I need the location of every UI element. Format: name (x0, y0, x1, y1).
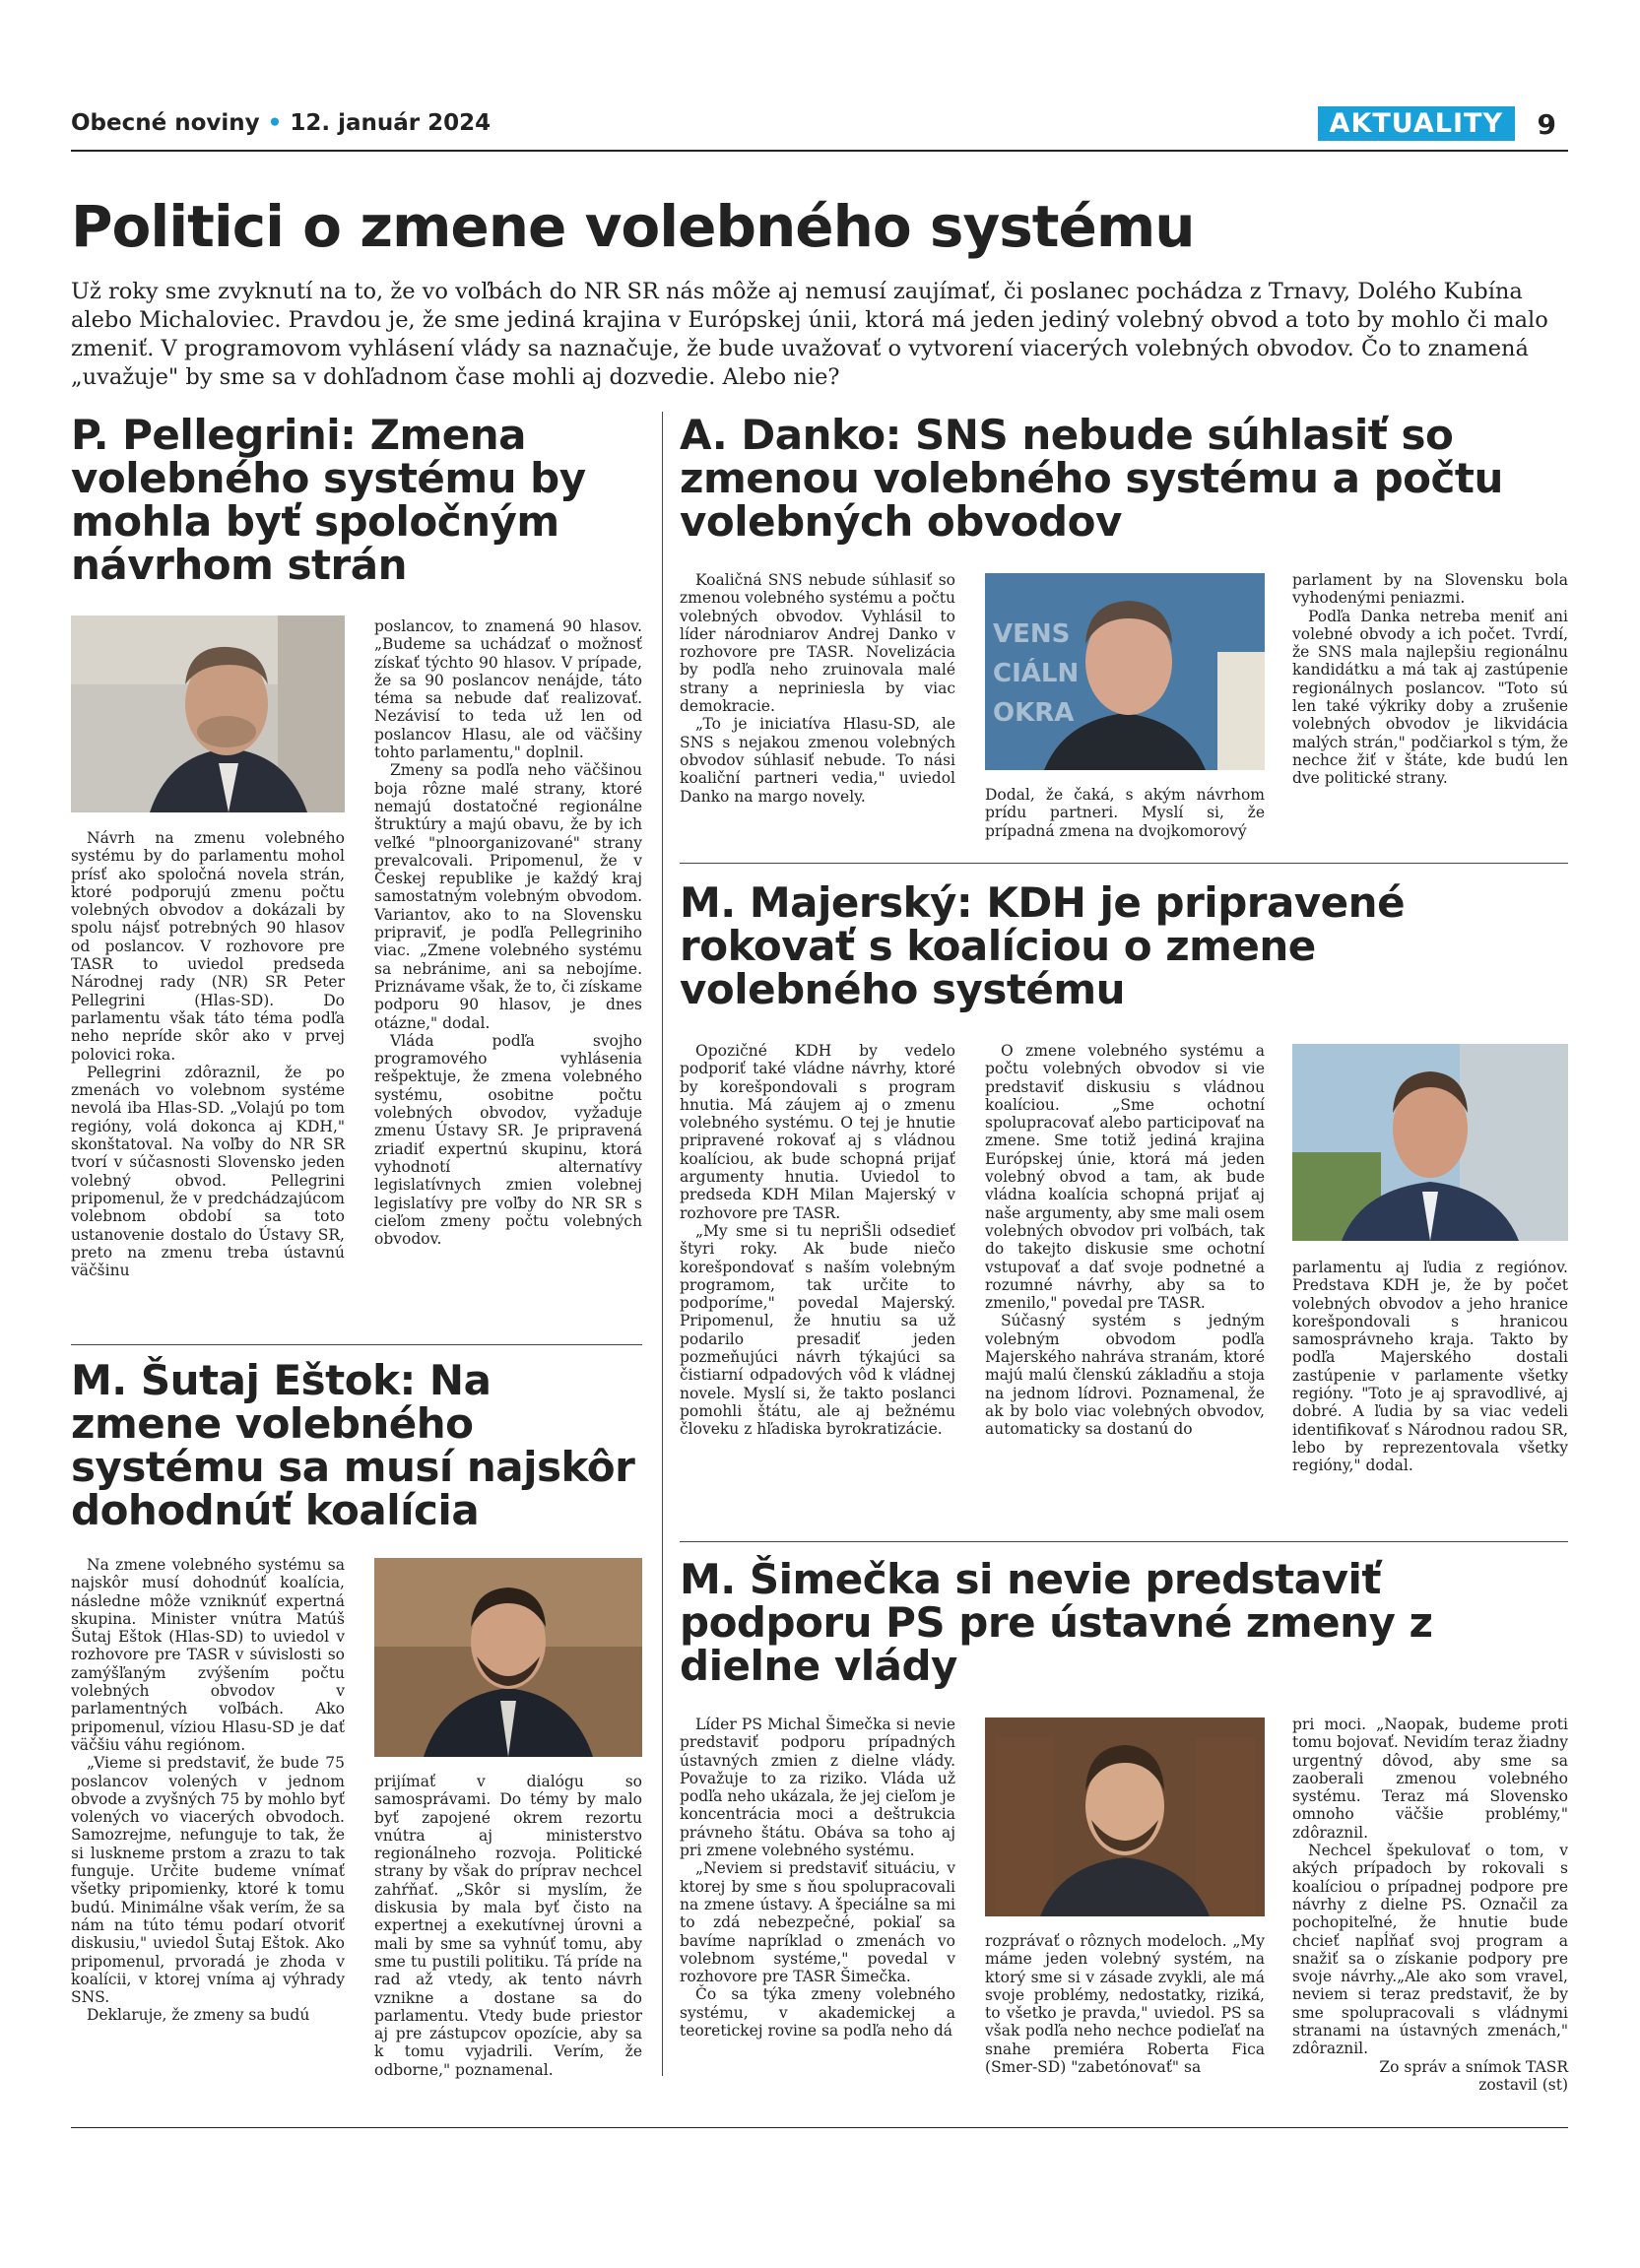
paragraph: parlament by na Slovensku bola vyhodenými peniazmi. (1292, 571, 1568, 608)
article-column-majersky-2 (985, 1042, 1265, 1439)
page-title: Politici o zmene volebného systému (71, 193, 1195, 260)
portrait-image-icon (374, 1558, 642, 1757)
page-number: 9 (1537, 108, 1556, 141)
section-label: AKTUALITY (1318, 106, 1515, 141)
paragraph: Koaličná SNS nebude súhlasiť so zmenou volebného systému a počtu volebných obvodov. Vyhlásil to líder národniarov Andrej Danko v rozhovore pre TASR. Novelizácia by podľa neho zruinovala malé strany a nepriniesla by viac demokracie. (680, 571, 955, 716)
paragraph: Podľa Danka netreba meniť ani volebné obvody a ich počet. Tvrdí, že SNS mala najlepšiu regionálnu kandidátku a má tak aj zastúpenie regionálnych poslancov. "Toto sú len také výkriky doby a zrušenie volebných obvodov je likvidácia malých strán," podčiarkol s tým, že nechce žiť v štáte, kde budú len dve politické strany. (1292, 607, 1568, 788)
paragraph: Čo sa týka zmeny volebného systému, v akademickej a teoretickej rovine sa podľa neho dá (680, 1985, 955, 2041)
photo-majersky (1292, 1044, 1568, 1241)
article-headline-majersky: M. Majerský: KDH je pripravené rokovať s koalíciou o zmene volebného systému (680, 878, 1406, 1013)
paragraph: Návrh na zmenu volebného systému by do parlamentu mohol prísť ako spoločná novela strán, ktoré podporujú zmenu počtu volebných obvodov a dokázali by spolu nájsť potrebných 90 hlasov od poslancov. V rozhovore pre TASR to uviedol predseda Národnej rady (NR) SR Peter Pellegrini (Hlas-SD). Do parlamentu však táto téma podľa neho nepríde skôr ako v prvej polovici roka. (71, 829, 345, 1064)
article-column-simecka-3 (1292, 1716, 1568, 2094)
paragraph: Dodal, že čaká, s akým návrhom prídu partneri. Myslí si, že prípadná zmena na dvojkomorový (985, 786, 1265, 840)
article-column-majersky-1 (680, 1042, 955, 1439)
paragraph: Na zmene volebného systému sa najskôr musí dohodnúť koalícia, následne môže vzniknúť expertná skupina. Minister vnútra Matúš Šutaj Eštok (Hlas-SD) to uviedol v rozhovore pre TASR v súvislosti so zamýšľaným zvýšením počtu volebných obvodov v parlamentných voľbách. Ako pripomenul, víziou Hlasu-SD je dať väčšiu váhu regiónom. (71, 1556, 345, 1754)
paragraph: Deklaruje, že zmeny sa budú (87, 2006, 310, 2025)
portrait-image-icon (985, 573, 1265, 770)
paragraph: rozprávať o rôznych modeloch. „My máme jeden volebný systém, na ktorý sme si v zásade zvykli, ale má svoje problémy, nedostatky, riziká, to všetko je pravda," uviedol. PS sa však podľa neho nechce podieľať na snahe premiéra Roberta Fica (Smer-SD) "zabetónovať" sa (985, 1932, 1265, 2077)
paragraph: Vláda podľa svojho programového vyhlásenia rešpektuje, že zmena volebného systému, osobitne počtu volebných obvodov, vyžaduje zmenu Ústavy SR. Je pripravená zriadiť expertnú skupinu, ktorá vyhodnotí alternatívy legislatívnych zmien volebnej legislatívy pre voľby do NR SR s cieľom zmeny počtu volebných obvodov. (374, 1031, 642, 1249)
column-divider (662, 412, 663, 2076)
article-column-danko-1 (680, 571, 955, 806)
paragraph: Zmeny sa podľa neho väčšinou boja rôzne malé strany, ktoré nemajú dostatočné regionálne štruktúry a majú obavu, že by ich veľké "plnoorganizované" strany prevalcovali. Pripomenul, že v Českej republike je každý kraj samostatným volebným obvodom. Variantov, ako to na Slovensku pripraviť, je podľa Pellegriniho viac. „Zmene volebného systému sa nebránime, ani sa nebojíme. Priznávame však, že to, či získame podporu 90 hlasov, je dnes otázne," dodal. (374, 761, 643, 1032)
article-column-pellegrini-2 (374, 617, 642, 1248)
source-credit: Zo správ a snímok TASR (1379, 2057, 1568, 2076)
svg-text:VENS: VENS (993, 619, 1071, 649)
article-column-majersky-3 (1292, 1259, 1568, 1475)
photo-sutaj-estok (374, 1558, 642, 1757)
paragraph: „To je iniciatíva Hlasu-SD, ale SNS s nejakou zmenou volebných obvodov súhlasiť nebude. To nási koaliční partneri vedia," uviedol Danko na margo novely. (680, 715, 955, 806)
article-headline-sutaj-estok: M. Šutaj Eštok: Na zmene volebného systému sa musí najskôr dohodnúť koalícia (71, 1356, 635, 1534)
article-column-pellegrini-1 (71, 829, 345, 1279)
bottom-rule (71, 2127, 1568, 2128)
portrait-image-icon (985, 1717, 1265, 1916)
paragraph: parlamentu aj ľudia z regiónov. Predstava KDH je, že by počet volebných obvodov a jeho hranice korešpondovali s hranicou samosprávneho kraja. Takto by podľa Majerského dostali zastúpenie v parlamente všetky regióny. "Toto je aj spravodlivé, aj dobré. A ľudia by sa viac vedeli identifikovať s Národnou radou SR, lebo by reprezentovala všetky regióny," dodal. (1292, 1259, 1568, 1475)
separator-dot-icon: • (267, 110, 283, 136)
paragraph: „Neviem si predstaviť situáciu, v ktorej by sme s ňou spolupracovali na zmene ústavy. A špeciálne sa mi to zdá nebezpečné, pokiaľ sa bavíme napríklad o zmenách vo volebnom systéme," povedal v rozhovore pre TASR Šimečka. (680, 1859, 955, 1986)
section-divider-left (71, 1344, 642, 1345)
paragraph: „My sme si tu nepriŠli odsedieť štyri roky. Ak bude niečo korešpondovať s naším volebným programom, tak určite to podporíme," povedal Majerský. Pripomenul, že hnutiu sa už podarilo presadiť jeden pozmeňujúci návrh týkajúci sa čistiarní odpadových vôd k vládnej novele. Myslí si, že takto poslanci pomohli štátu, ale aj bežnému človeku z hľadiska byrokratizácie. (680, 1221, 955, 1439)
paragraph: Líder PS Michal Šimečka si nevie predstaviť podporu prípadných ústavných zmien z dielne vlády. Považuje to za riziko. Vláda už podľa neho ukázala, že jej cieľom je koncentrácia moci a deštrukcia právneho štátu. Obáva sa toho aj pri zmene volebného systému. (680, 1716, 955, 1860)
paragraph: prijímať v dialógu so samosprávami. Do témy by malo byť zapojené okrem rezortu vnútra aj ministerstvo regionálneho rozvoja. Politické strany by však do príprav nechcel zahŕňať. „Skôr si myslím, že diskusia by mala byť čisto na expertnej a exekutívnej úrovni a mali by sme sa vyhnúť tomu, aby sme tu pustili politiku. Tá príde na rad až vtedy, ak tento návrh vznikne a dostane sa do parlamentu. Vtedy bude priestor aj pre zástupcov opozície, aby sa k tomu vyjadrili. Verím, že odborne," poznamenal. (374, 1773, 642, 2079)
article-column-sutaj-2 (374, 1773, 642, 2079)
svg-text:CIÁLN: CIÁLN (993, 659, 1080, 688)
paragraph: poslancov, to znamená 90 hlasov. „Budeme sa uchádzať o možnosť získať týchto 90 hlasov. V prípade, že sa 90 poslancov nenájde, táto téma sa nebude dať realizovať. Nezávisí to teda už len od poslancov Hlasu, ale od väčšiny tohto parlamentu," doplnil. (374, 617, 642, 762)
paragraph: Pellegrini zdôraznil, že po zmenách vo volebnom systéme nevolá iba Hlas-SD. „Volajú po tom regióny, volá dokonca aj KDH," skonštatoval. Na voľby do NR SR tvorí v súčasnosti Slovensko jeden volebný obvod. Pellegrini pripomenul, že v predchádzajúcom volebnom období sa toto ustanovenie dostalo do Ústavy SR, preto na zmenu treba ústavnú väčšinu (71, 1063, 345, 1280)
paragraph: O zmene volebného systému a počtu volebných obvodov si vie predstaviť diskusiu s vládnou koalíciou. „Sme ochotní spolupracovať alebo participovať na zmene. Sme totiž jediná krajina Európskej únie, ktorá má jeden volebný obvod a tam, ak bude vládna koalícia schopná prijať aj naše argumenty, aby sme mali osem volebných obvodov pri voľbách, tak do takejto diskusie sme ochotní vstupovať a dať svoje podnetné a rozumné návrhy, aby sa to zmenilo," povedal pre TASR. (985, 1042, 1266, 1313)
compiler-credit: zostavil (st) (1478, 2075, 1568, 2094)
issue-date: 12. január 2024 (290, 110, 492, 136)
article-headline-pellegrini: P. Pellegrini: Zmena volebného systému by mohla byť spoločným návrhom strán (71, 411, 586, 589)
top-rule (71, 150, 1568, 152)
intro-paragraph: Už roky sme zvyknutí na to, že vo voľbách do NR SR nás môže aj nemusí zaujímať, či poslanec pochádza z Trnavy, Dolého Kubína alebo Michaloviec. Pravdou je, že sme jediná krajina v Európskej únii, ktorá má jeden jediný volebný obvod a toto by mohlo či malo zmeniť. V programovom vyhlásení vlády sa naznačuje, že bude uvažovať o vytvorení viacerých volebných obvodov. Čo to znamená „uvažuje" by sme sa v dohľadnom čase mohli aj dozvedie. Alebo nie? (71, 279, 1548, 390)
paragraph: Opozičné KDH by vedelo podporiť také vládne návrhy, ktoré by korešpondovali s program hnutia. Má záujem aj o zmenu volebného systému. O tej je hnutie pripravené rokovať aj s vládnou koalíciou, ak bude schopná prijať argumenty hnutia. Uviedol to predseda KDH Milan Majerský v rozhovore pre TASR. (680, 1042, 955, 1222)
photo-simecka (985, 1717, 1265, 1916)
photo-pellegrini (71, 616, 345, 812)
section-divider-right-2 (680, 1541, 1568, 1542)
section-divider-right-1 (680, 863, 1568, 864)
article-column-danko-3 (1292, 571, 1568, 788)
article-column-simecka-2 (985, 1932, 1265, 2076)
svg-text:OKRA: OKRA (993, 698, 1075, 728)
portrait-image-icon (1292, 1044, 1568, 1241)
paragraph: Nechcel špekulovať o tom, v akých prípadoch by rokovali s koalíciou o prípadnej podpore pre návrhy z dielne PS. Označil za pochopiteľné, že hnutie bude chcieť napĺňať svoj program a snažiť sa o získanie podpory pre svoje návrhy.„Ale ako som vravel, neviem si teraz predstaviť, že by sme spolupracovali s vládnymi stranami na ústavných zmenách," zdôraznil. (1292, 1842, 1568, 2058)
paragraph: pri moci. „Naopak, budeme proti tomu bojovať. Nevidím teraz žiadny urgentný dôvod, aby sme sa zaoberali zmenou volebného systému. Teraz má Slovensko omnoho väčšie problémy," zdôraznil. (1292, 1716, 1568, 1842)
article-column-simecka-1 (680, 1716, 955, 2040)
paragraph: „Vieme si predstaviť, že bude 75 poslancov volených v jednom obvode a zvyšných 75 by mohlo byť volených vo viacerých obvodoch. Samozrejme, nefunguje to tak, že si luskneme prstom a zrazu to tak funguje. Určite budeme vnímať všetky pripomienky, ktoré k tomu budú. Minimálne však verím, že sa nám na túto tému podarí otvoriť diskusiu," uviedol Šutaj Eštok. Ako pripomenul, prvoradá je zhoda v koalícii, v ktorej vníma aj výhrady SNS. (71, 1754, 345, 2007)
photo-danko (985, 573, 1265, 770)
article-column-sutaj-1 (71, 1556, 345, 2025)
header-left (71, 110, 491, 136)
publication-name: Obecné noviny (71, 110, 260, 136)
article-headline-simecka: M. Šimečka si nevie predstaviť podporu PS pre ústavné zmeny z dielne vlády (680, 1555, 1433, 1690)
paragraph: Súčasný systém s jedným volebným obvodom podľa Majerského nahráva stranám, ktoré majú malú členskú základňu a stoja na jednom lídrovi. Poznamenal, že ak by bolo viac volebných obvodov, automaticky sa dostanú do (985, 1312, 1265, 1439)
article-column-danko-2 (985, 786, 1265, 840)
portrait-image-icon (71, 616, 345, 812)
article-headline-danko: A. Danko: SNS nebude súhlasiť so zmenou volebného systému a počtu volebných obvodov (680, 411, 1503, 546)
masthead (71, 106, 1568, 146)
